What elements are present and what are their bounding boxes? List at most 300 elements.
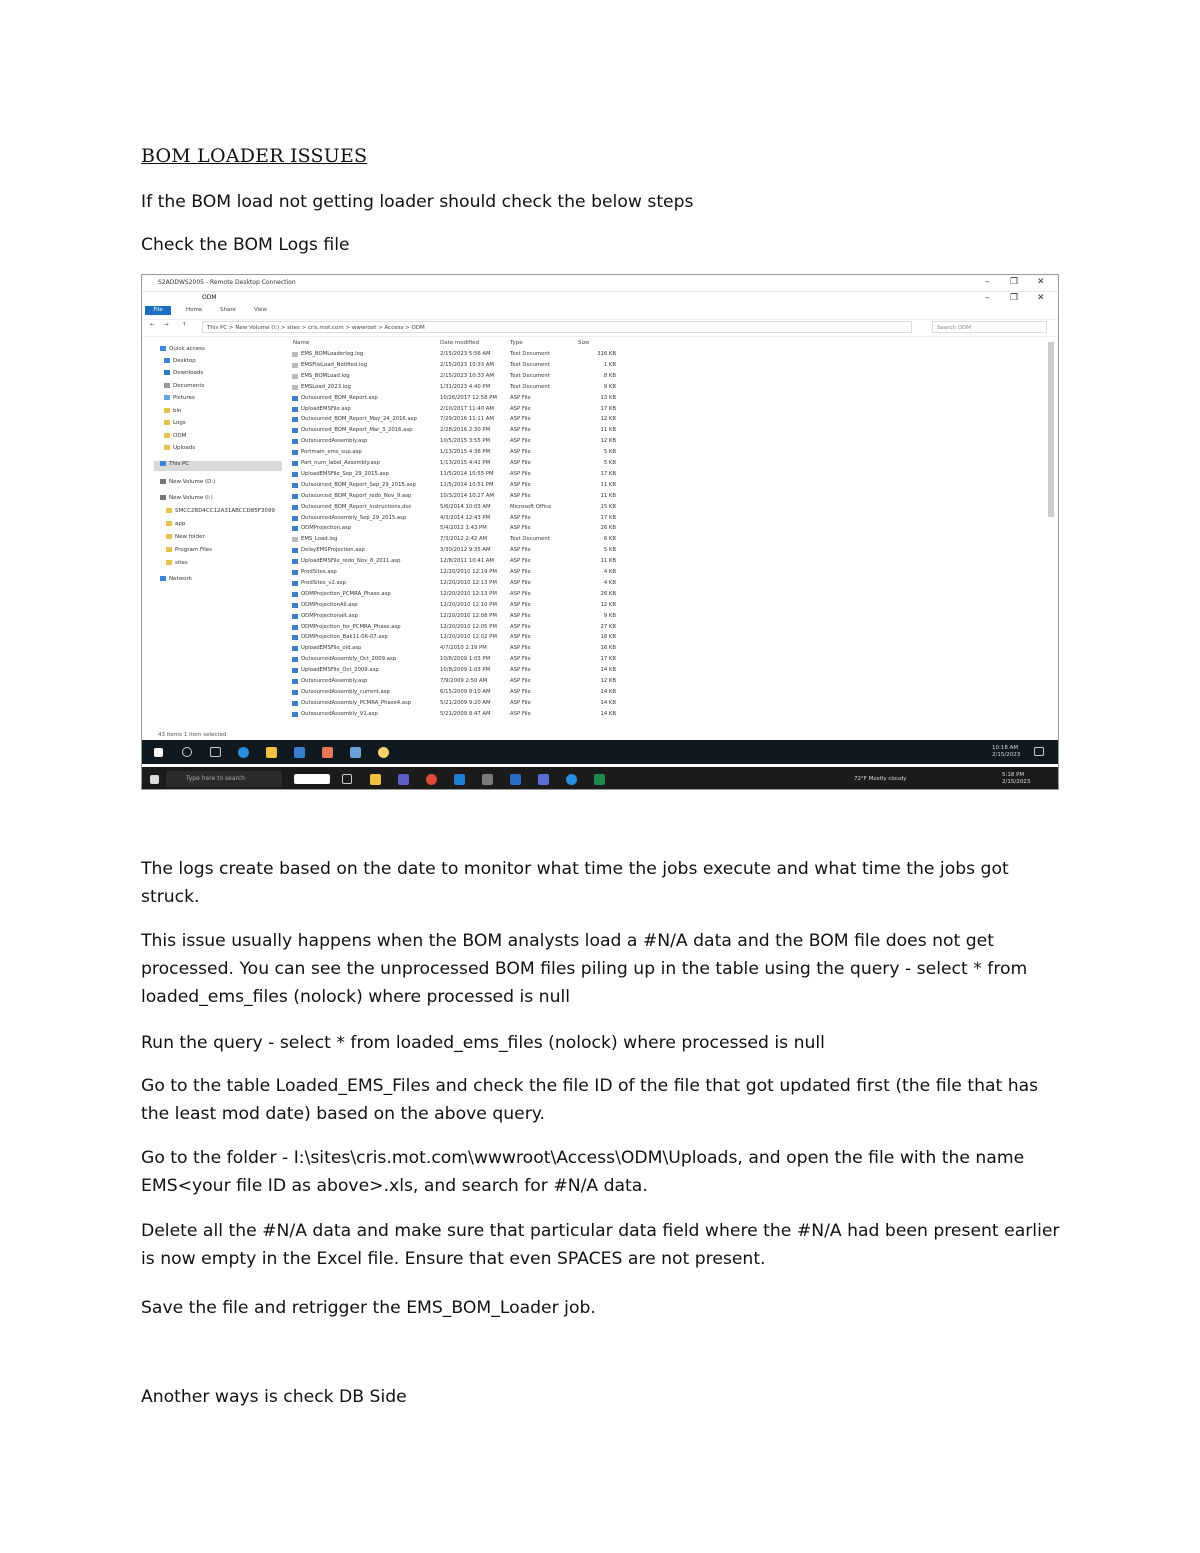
- file-size: 12 KB: [600, 678, 616, 684]
- folder-icon: [164, 408, 170, 413]
- file-row[interactable]: [290, 470, 770, 480]
- file-type: ASP File: [510, 569, 531, 575]
- file-size: 17 KB: [600, 514, 616, 521]
- file-row[interactable]: [290, 426, 770, 436]
- file-size: 14 KB: [600, 699, 616, 706]
- file-type: ASP File: [510, 688, 531, 695]
- folder-icon: [164, 433, 170, 438]
- minimize-icon[interactable]: –: [985, 277, 990, 287]
- file-date: 7/3/2012 2:42 AM: [440, 536, 488, 543]
- remote-taskbar: [142, 740, 1058, 764]
- file-list: [290, 350, 770, 736]
- nav-item[interactable]: Program Files: [166, 547, 212, 553]
- file-name: UploadEMSFile.asp: [301, 405, 351, 412]
- outlook-icon[interactable]: [454, 774, 465, 785]
- file-row[interactable]: [290, 612, 770, 622]
- nav-item[interactable]: bin: [164, 408, 182, 414]
- file-size: 4 KB: [603, 569, 616, 575]
- file-row[interactable]: [290, 383, 770, 393]
- file-size: 9 KB: [603, 612, 616, 619]
- asp-file-icon: [292, 439, 298, 444]
- file-size: 14 KB: [600, 667, 616, 674]
- asp-file-icon: [292, 494, 298, 499]
- file-row[interactable]: [290, 601, 770, 611]
- file-name: ODMProjection_PCMRA_Phase.asp: [301, 590, 391, 597]
- folder-icon: [164, 445, 170, 450]
- file-date: 3/30/2012 9:35 AM: [440, 547, 491, 554]
- file-row[interactable]: [290, 405, 770, 415]
- asp-file-icon: [292, 526, 298, 531]
- file-name: ODMProjection.asp: [301, 525, 352, 532]
- file-date: 1/13/2015 4:36 PM: [440, 449, 491, 456]
- asp-file-icon: [292, 668, 298, 673]
- start-icon[interactable]: [154, 748, 163, 757]
- asp-file-icon: [292, 679, 298, 684]
- nav-item[interactable]: SMCC2BD4CC12A31ABCCD85F3099: [166, 508, 275, 514]
- minimize-icon[interactable]: –: [985, 293, 990, 303]
- asp-file-icon: [292, 570, 298, 575]
- file-name: UploadEMSFile_old.asp: [301, 645, 362, 652]
- folder-icon: [166, 521, 172, 526]
- file-name: Part_num_label_Assembly.asp: [301, 460, 380, 466]
- file-size: 18 KB: [600, 634, 616, 641]
- file-type: ASP File: [510, 645, 531, 652]
- asp-file-icon: [292, 657, 298, 662]
- file-row[interactable]: [290, 372, 770, 382]
- asp-file-icon: [292, 701, 298, 706]
- file-size: 12 KB: [600, 601, 616, 608]
- file-size: 9 KB: [603, 383, 616, 390]
- drive-icon: [160, 495, 166, 500]
- file-date: 4/7/2010 2:19 PM: [440, 645, 487, 652]
- file-date: 4/3/2014 12:43 PM: [440, 514, 491, 521]
- file-type: ASP File: [510, 460, 531, 466]
- paragraph: Go to the folder - I:\sites\cris.mot.com\wwwroot\Access\ODM\Uploads, and open the file with the name EMS<your file ID as above>.xls, and search for #N/A data.: [141, 1148, 1025, 1196]
- file-row[interactable]: [290, 699, 770, 709]
- edge-icon[interactable]: [238, 747, 249, 758]
- file-name: Outsourced_BOM_Report.asp: [301, 394, 378, 401]
- file-date: 10/8/2009 1:03 PM: [440, 656, 491, 663]
- file-type: ASP File: [510, 558, 531, 565]
- file-date: 2/28/2016 2:30 PM: [440, 427, 491, 434]
- nav-item[interactable]: app: [166, 521, 185, 527]
- scrollbar-thumb[interactable]: [1048, 342, 1054, 517]
- file-type: ASP File: [510, 405, 531, 412]
- tab-share[interactable]: Share: [220, 307, 236, 313]
- close-icon[interactable]: ✕: [1037, 277, 1045, 287]
- folder-icon: [166, 508, 172, 513]
- tab-file[interactable]: File: [145, 306, 171, 315]
- file-name: OutsourcedAssembly_current.asp: [301, 688, 390, 695]
- asp-file-icon: [292, 625, 298, 630]
- asp-file-icon: [292, 461, 298, 466]
- file-size: 8 KB: [603, 372, 616, 379]
- search-input[interactable]: Search ODM: [932, 321, 1047, 333]
- paragraph: If the BOM load not getting loader should check the below steps: [141, 192, 694, 212]
- file-size: 1 KB: [603, 361, 616, 368]
- address-bar: [142, 319, 1058, 337]
- status-bar: [142, 730, 1058, 740]
- file-size: 11 KB: [600, 481, 616, 488]
- asp-file-icon: [292, 505, 298, 510]
- asp-file-icon: [292, 450, 298, 455]
- column-type[interactable]: Type: [510, 340, 523, 346]
- status-text: 43 items 1 item selected: [158, 732, 227, 738]
- file-type: ASP File: [510, 667, 531, 674]
- asp-file-icon: [292, 472, 298, 477]
- documents-icon: [164, 383, 170, 388]
- app-icon[interactable]: [538, 774, 549, 785]
- file-size: 316 KB: [597, 351, 616, 357]
- nav-item-selected[interactable]: This PC: [154, 461, 282, 471]
- file-type: ASP File: [510, 590, 531, 597]
- file-date: 12/8/2011 10:41 AM: [440, 558, 494, 565]
- file-type: ASP File: [510, 634, 531, 641]
- file-row[interactable]: [290, 666, 770, 676]
- file-explorer-icon[interactable]: [370, 774, 381, 785]
- download-icon: [164, 370, 170, 375]
- computer-icon: [160, 461, 166, 466]
- file-name: ProdSites.asp: [301, 569, 337, 575]
- file-type: ASP File: [510, 514, 531, 521]
- asp-file-icon: [292, 396, 298, 401]
- text-file-icon: [292, 374, 298, 379]
- file-size: 26 KB: [600, 590, 616, 597]
- file-name: Outsourced_BOM_Report_redo_Nov_9.asp: [301, 492, 412, 499]
- navigation-pane: [142, 338, 282, 738]
- file-row[interactable]: [290, 677, 770, 687]
- paragraph: Another ways is check DB Side: [141, 1387, 407, 1407]
- file-size: 14 KB: [600, 710, 616, 717]
- nav-item[interactable]: Uploads: [164, 445, 195, 451]
- ribbon-tabs: [142, 305, 1058, 316]
- paragraph: Save the file and retrigger the EMS_BOM_Loader job.: [141, 1298, 596, 1318]
- file-date: 7/9/2009 2:50 AM: [440, 678, 488, 684]
- file-row[interactable]: [290, 644, 770, 654]
- explorer-screenshot: [141, 274, 1059, 790]
- file-name: OutsourcedAssembly_Oct_2009.asp: [301, 656, 397, 663]
- text-file-icon: [292, 385, 298, 390]
- asp-file-icon: [292, 516, 298, 521]
- file-type: ASP File: [510, 525, 531, 532]
- column-name[interactable]: Name: [293, 340, 310, 346]
- file-date: 11/5/2014 10:55 PM: [440, 470, 494, 477]
- nav-item[interactable]: Quick access: [160, 346, 205, 352]
- nav-item[interactable]: Documents: [164, 383, 204, 389]
- file-date: 2/15/2023 10:33 AM: [440, 372, 494, 379]
- file-type: ASP File: [510, 547, 531, 554]
- file-date: 12/20/2010 12:19 PM: [440, 569, 497, 575]
- asp-file-icon: [292, 712, 298, 717]
- file-name: Outsourced_BOM_Report_Sep_29_2015.asp: [301, 481, 416, 488]
- file-row[interactable]: [290, 590, 770, 600]
- asp-file-icon: [292, 559, 298, 564]
- chrome-icon[interactable]: [426, 774, 437, 785]
- folder-icon: [166, 560, 172, 565]
- file-size: 17 KB: [600, 656, 616, 663]
- file-row[interactable]: [290, 568, 770, 578]
- column-headers: [290, 338, 1050, 348]
- file-date: 11/5/2014 10:51 PM: [440, 481, 494, 488]
- file-row[interactable]: [290, 350, 770, 360]
- file-name: ProdSites_v2.asp: [301, 579, 346, 586]
- file-row[interactable]: [290, 579, 770, 589]
- close-icon[interactable]: ✕: [1037, 293, 1045, 303]
- file-date: 10/3/2014 10:27 AM: [440, 492, 494, 499]
- file-date: 12/20/2010 12:13 PM: [440, 590, 497, 597]
- file-size: 5 KB: [603, 449, 616, 456]
- file-name: OutsourcedAssembly.asp: [301, 678, 368, 684]
- file-date: 6/15/2009 8:10 AM: [440, 688, 491, 695]
- file-size: 11 KB: [600, 558, 616, 565]
- drive-icon: [160, 479, 166, 484]
- file-type: ASP File: [510, 612, 531, 619]
- file-name: ODMProjectionAll.asp: [301, 601, 358, 608]
- file-size: 5 KB: [603, 547, 616, 554]
- file-size: 12 KB: [600, 438, 616, 445]
- asp-file-icon: [292, 592, 298, 597]
- asp-file-icon: [292, 581, 298, 586]
- star-icon: [160, 346, 166, 351]
- path-input[interactable]: This PC > New Volume (I:) > sites > cris.mot.com > wwwroot > Access > ODM: [202, 321, 912, 333]
- asp-file-icon: [292, 483, 298, 488]
- file-date: 7/29/2016 11:11 AM: [440, 416, 494, 423]
- clock-icon[interactable]: [378, 747, 389, 758]
- nav-item[interactable]: New folder: [166, 534, 205, 540]
- desktop-icon: [164, 358, 170, 363]
- tab-view[interactable]: View: [254, 307, 268, 313]
- file-size: 27 KB: [600, 623, 616, 630]
- restore-icon[interactable]: ❐: [1010, 277, 1019, 287]
- file-name: EMS_BOMLoad.log: [301, 372, 350, 379]
- file-row[interactable]: [290, 524, 770, 534]
- nav-item[interactable]: New Volume (I:): [160, 495, 213, 501]
- edge-icon[interactable]: [566, 774, 577, 785]
- folder-title: ODM: [202, 294, 217, 301]
- file-row[interactable]: [290, 633, 770, 643]
- file-size: 14 KB: [600, 688, 616, 695]
- file-row[interactable]: [290, 503, 770, 513]
- file-name: OutsourcedAssembly_Sep_29_2015.asp: [301, 514, 407, 521]
- file-name: Outsourced_BOM_Report_Mar_3_2016.asp: [301, 427, 413, 434]
- folder-icon: [166, 547, 172, 552]
- forward-icon[interactable]: →: [164, 322, 169, 328]
- text-file-icon: [292, 537, 298, 542]
- file-date: 10/26/2017 12:58 PM: [440, 394, 497, 401]
- file-size: 4 KB: [603, 579, 616, 586]
- text-file-icon: [292, 363, 298, 368]
- file-size: 5 KB: [603, 460, 616, 466]
- file-name: ODMProjectionalt.asp: [301, 612, 358, 619]
- file-row[interactable]: [290, 655, 770, 665]
- app-icon[interactable]: [322, 747, 333, 758]
- file-row[interactable]: [290, 546, 770, 556]
- file-type: ASP File: [510, 656, 531, 663]
- paragraph: The logs create based on the date to monitor what time the jobs execute and what time the jobs got struck.: [141, 859, 1009, 907]
- nav-item[interactable]: ODM: [164, 433, 186, 439]
- file-type: Text Document: [510, 351, 550, 357]
- file-size: 13 KB: [600, 394, 616, 401]
- file-type: ASP File: [510, 481, 531, 488]
- start-icon[interactable]: [150, 775, 159, 784]
- nav-item[interactable]: Desktop: [164, 358, 196, 364]
- file-name: UploadEMSFile_Sep_29_2015.asp: [301, 470, 389, 477]
- nav-item[interactable]: Downloads: [164, 370, 203, 376]
- file-type: Text Document: [510, 361, 550, 368]
- file-row[interactable]: [290, 394, 770, 404]
- file-type: ASP File: [510, 449, 531, 456]
- file-date: 12/20/2010 12:13 PM: [440, 579, 497, 586]
- file-type: ASP File: [510, 678, 531, 684]
- weather-widget[interactable]: 72°F Mostly cloudy: [854, 776, 907, 782]
- file-type: ASP File: [510, 623, 531, 630]
- asp-file-icon: [292, 614, 298, 619]
- nav-item[interactable]: Network: [160, 576, 192, 582]
- rdp-title-bar: [142, 275, 1058, 292]
- app-badge[interactable]: [294, 774, 330, 784]
- folder-icon: [164, 420, 170, 425]
- taskbar-search[interactable]: Type here to search: [166, 771, 282, 787]
- paragraph: Go to the table Loaded_EMS_Files and check the file ID of the file that got updated first (the file that has the least mod date) based on the above query.: [141, 1076, 1039, 1124]
- nav-item[interactable]: New Volume (D:): [160, 479, 215, 485]
- file-name: Outsourced_BOM_Report_Instructions.doc: [301, 503, 412, 510]
- file-name: UploadEMSFile_Oct_2009.asp: [301, 667, 379, 674]
- asp-file-icon: [292, 646, 298, 651]
- file-type: ASP File: [510, 492, 531, 499]
- column-size[interactable]: Size: [578, 340, 590, 346]
- file-type: Microsoft Office: [510, 503, 552, 510]
- search-icon[interactable]: [182, 747, 192, 757]
- nav-item[interactable]: Pictures: [164, 395, 195, 401]
- file-row[interactable]: [290, 514, 770, 524]
- file-name: EMSFileLoad_Notified.log: [301, 361, 367, 368]
- file-date: 1/13/2015 4:41 PM: [440, 460, 491, 466]
- file-name: ODMProjection_for_PCMRA_Phase.asp: [301, 623, 401, 630]
- file-date: 2/15/2023 10:33 AM: [440, 361, 494, 368]
- teams-icon[interactable]: [398, 774, 409, 785]
- local-taskbar: [142, 767, 1058, 790]
- app-icon[interactable]: [510, 774, 521, 785]
- file-name: EMS_Load.log: [301, 536, 338, 543]
- excel-icon[interactable]: [594, 774, 605, 785]
- paragraph: Check the BOM Logs file: [141, 235, 350, 255]
- asp-file-icon: [292, 548, 298, 553]
- file-date: 5/4/2012 1:43 PM: [440, 525, 487, 532]
- network-icon: [160, 576, 166, 581]
- file-date: 5/21/2009 9:20 AM: [440, 699, 491, 706]
- file-date: 5/21/2009 8:47 AM: [440, 710, 491, 717]
- file-name: OutsourcedAssembly_PCMRA_Phase4.asp: [301, 699, 412, 706]
- file-type: ASP File: [510, 579, 531, 586]
- asp-file-icon: [292, 603, 298, 608]
- file-size: 16 KB: [600, 645, 616, 652]
- file-row[interactable]: [290, 557, 770, 567]
- file-name: OutsourcedAssembly_V1.asp: [301, 710, 378, 717]
- tray-clock[interactable]: 5:18 PM 2/15/2023: [1002, 772, 1031, 785]
- asp-file-icon: [292, 417, 298, 422]
- file-type: ASP File: [510, 699, 531, 706]
- file-row[interactable]: [290, 448, 770, 458]
- file-date: 10/8/2009 1:03 PM: [440, 667, 491, 674]
- notification-icon[interactable]: [1034, 747, 1044, 756]
- file-row[interactable]: [290, 688, 770, 698]
- file-row[interactable]: [290, 481, 770, 491]
- file-type: ASP File: [510, 710, 531, 717]
- text-file-icon: [292, 352, 298, 357]
- file-name: EMS_BOMLoaderlog.log: [301, 351, 364, 357]
- file-date: 2/10/2017 11:40 AM: [440, 405, 494, 412]
- restore-icon[interactable]: ❐: [1010, 293, 1019, 303]
- file-row[interactable]: [290, 492, 770, 502]
- app-icon[interactable]: [482, 774, 493, 785]
- file-row[interactable]: [290, 361, 770, 371]
- app-icon[interactable]: [350, 747, 361, 758]
- nav-item[interactable]: sites: [166, 560, 188, 566]
- file-date: 1/31/2023 4:40 PM: [440, 383, 491, 390]
- file-row[interactable]: [290, 437, 770, 447]
- back-icon[interactable]: ←: [150, 322, 155, 328]
- task-view-icon[interactable]: [210, 747, 221, 757]
- column-date[interactable]: Date modified: [440, 340, 479, 346]
- asp-file-icon: [292, 428, 298, 433]
- file-type: Text Document: [510, 383, 550, 390]
- asp-file-icon: [292, 690, 298, 695]
- app-icon[interactable]: [294, 747, 305, 758]
- file-explorer-icon[interactable]: [266, 747, 277, 758]
- file-size: 6 KB: [603, 536, 616, 543]
- file-row[interactable]: [290, 710, 770, 720]
- tab-home[interactable]: Home: [186, 307, 203, 313]
- file-type: ASP File: [510, 470, 531, 477]
- paragraph: Delete all the #N/A data and make sure that particular data field where the #N/A had been present earlier is now empty in the Excel file. Ensure that even SPACES are not present.: [141, 1221, 1060, 1269]
- file-name: DelayEMSProjection.asp: [301, 547, 365, 554]
- page-title: BOM LOADER ISSUES: [141, 145, 368, 167]
- file-name: OutsourcedAssembly.asp: [301, 438, 368, 445]
- file-name: ODMProjection_Bak11-06-07.asp: [301, 634, 388, 641]
- task-view-icon[interactable]: [342, 774, 352, 784]
- pictures-icon: [164, 395, 170, 400]
- file-name: EMSLoad_2023.log: [301, 383, 351, 390]
- vertical-scrollbar[interactable]: [1046, 338, 1056, 738]
- file-row[interactable]: [290, 623, 770, 633]
- quick-access-toolbar: [142, 291, 1058, 305]
- file-row[interactable]: [290, 415, 770, 425]
- file-size: 17 KB: [600, 470, 616, 477]
- file-name: Portmain_ems_sup.asp: [301, 449, 362, 456]
- file-size: 11 KB: [600, 492, 616, 499]
- tray-clock[interactable]: 10:18 AM 2/15/2023: [992, 745, 1021, 758]
- file-size: 15 KB: [600, 503, 616, 510]
- file-date: 12/20/2010 12:10 PM: [440, 601, 497, 608]
- file-size: 17 KB: [600, 405, 616, 412]
- file-date: 2/15/2023 5:56 AM: [440, 351, 491, 357]
- up-icon[interactable]: ↑: [182, 322, 187, 328]
- file-name: UploadEMSFile_redo_Nov_8_2011.asp: [301, 558, 401, 565]
- nav-item[interactable]: Logs: [164, 420, 186, 426]
- asp-file-icon: [292, 407, 298, 412]
- paragraph: This issue usually happens when the BOM analysts load a #N/A data and the BOM file does not get processed. You can see the unprocessed BOM files piling up in the table using the query - select * from loaded_ems_files (nolock) where processed is null: [141, 931, 1028, 1007]
- file-name: Outsourced_BOM_Report_May_24_2016.asp: [301, 416, 417, 423]
- file-row[interactable]: [290, 535, 770, 545]
- window-title: S2ADDWS2005 - Remote Desktop Connection: [158, 279, 296, 286]
- file-type: ASP File: [510, 438, 531, 445]
- file-type: Text Document: [510, 372, 550, 379]
- file-size: 26 KB: [600, 525, 616, 532]
- file-row[interactable]: [290, 459, 770, 469]
- file-date: 10/5/2015 3:55 PM: [440, 438, 491, 445]
- asp-file-icon: [292, 635, 298, 640]
- file-type: ASP File: [510, 427, 531, 434]
